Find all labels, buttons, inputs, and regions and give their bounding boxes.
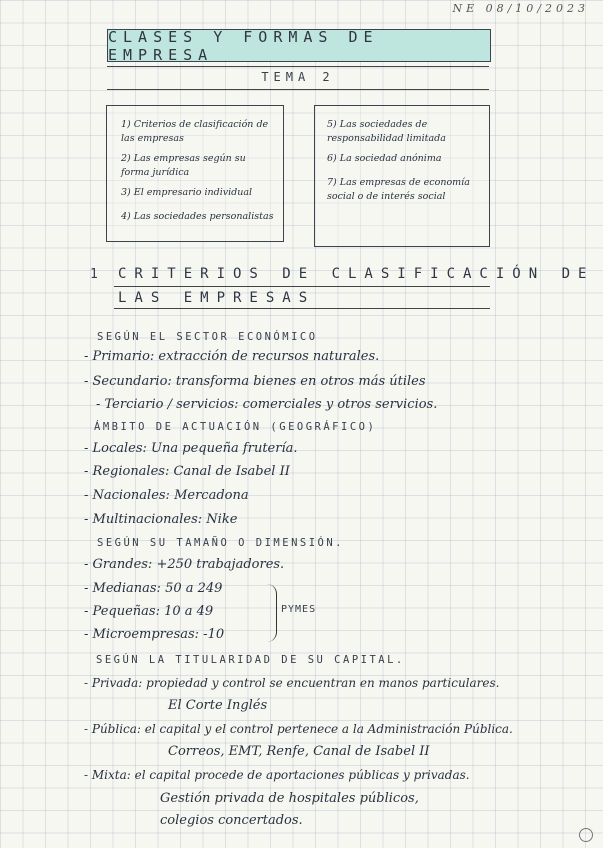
heading-ambito: ÁMBITO DE ACTUACIÓN (GEOGRÁFICO) xyxy=(94,421,377,433)
index-item: 4) Las sociedades personalistas xyxy=(121,211,274,222)
index-item: 6) La sociedad anónima xyxy=(327,153,442,164)
index-item: 1) Criterios de clasificación de las empresas xyxy=(121,119,269,144)
list-item: Gestión privada de hospitales públicos, xyxy=(160,791,419,806)
page-title: CLASES Y FORMAS DE EMPRESA xyxy=(107,29,491,62)
list-item: - Secundario: transforma bienes en otros más útiles xyxy=(84,374,426,389)
date: NE 08/10/2023 xyxy=(452,2,589,15)
list-item: - Regionales: Canal de Isabel II xyxy=(84,464,290,479)
list-item: - Microempresas: -10 xyxy=(84,627,225,642)
list-item: Correos, EMT, Renfe, Canal de Isabel II xyxy=(168,744,430,759)
page-corner-icon xyxy=(579,828,593,842)
list-item: - Multinacionales: Nike xyxy=(84,512,238,527)
index-box-left xyxy=(106,105,284,242)
heading-sector: SEGÚN EL SECTOR ECONÓMICO xyxy=(97,331,318,343)
list-item: - Mixta: el capital procede de aportaciones públicas y privadas. xyxy=(84,768,470,782)
brace xyxy=(266,584,277,642)
list-item: colegios concertados. xyxy=(160,813,303,828)
subtitle: TEMA 2 xyxy=(261,70,335,84)
list-item: - Pública: el capital y el control pertenece a la Administración Pública. xyxy=(84,722,513,736)
section-title-line1: CRITERIOS DE CLASIFICACIÓN DE xyxy=(118,266,595,282)
list-item: - Medianas: 50 a 249 xyxy=(84,581,223,596)
index-item: 2) Las empresas según su forma jurídica xyxy=(121,153,246,178)
list-item: - Privada: propiedad y control se encuentran en manos particulares. xyxy=(84,676,500,690)
list-item: - Locales: Una pequeña frutería. xyxy=(84,441,298,456)
heading-tamano: SEGÚN SU TAMAÑO O DIMENSIÓN. xyxy=(97,537,345,549)
list-item: - Nacionales: Mercadona xyxy=(84,488,249,503)
pymes-label: PYMES xyxy=(281,604,317,615)
index-item: 7) Las empresas de economía social o de interés social xyxy=(327,177,470,202)
list-item: El Corte Inglés xyxy=(168,698,268,713)
section-title-line2: LAS EMPRESAS xyxy=(118,290,316,306)
list-item: - Primario: extracción de recursos naturales. xyxy=(84,349,380,364)
section-underline xyxy=(114,286,490,287)
list-item: - Grandes: +250 trabajadores. xyxy=(84,557,285,572)
section-number: 1 xyxy=(90,267,100,282)
index-box-right xyxy=(314,105,490,247)
section-underline xyxy=(114,308,490,309)
list-item: - Terciario / servicios: comerciales y otros servicios. xyxy=(96,397,438,412)
list-item: - Pequeñas: 10 a 49 xyxy=(84,604,214,619)
index-item: 5) Las sociedades de responsabilidad limitada xyxy=(327,119,446,144)
index-item: 3) El empresario individual xyxy=(121,187,253,198)
heading-titularidad: SEGÚN LA TITULARIDAD DE SU CAPITAL. xyxy=(96,654,405,666)
subtitle-bar xyxy=(107,66,489,90)
